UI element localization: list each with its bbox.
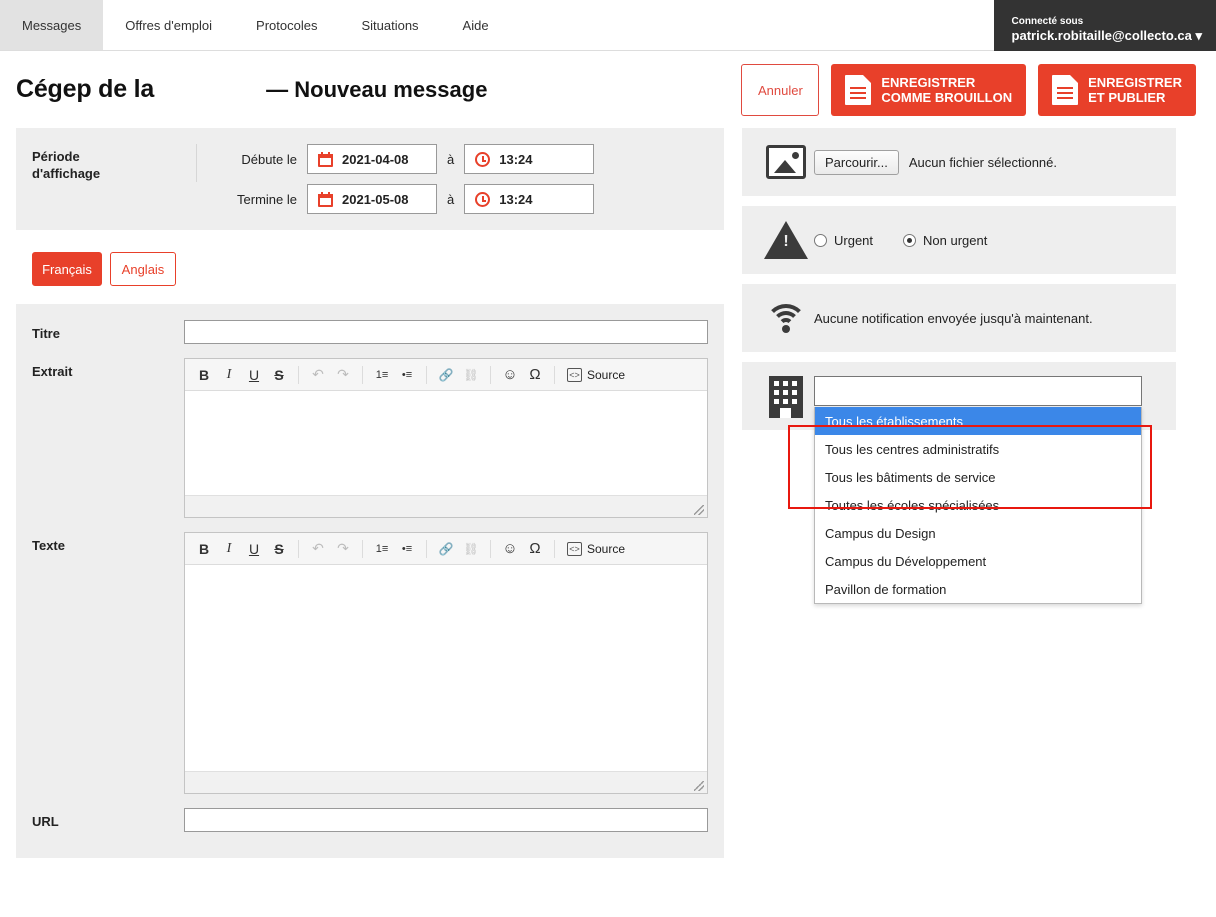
radio-urgent-indicator: [814, 234, 827, 247]
end-time-input[interactable]: [464, 184, 594, 214]
chevron-down-icon: ▾: [1195, 27, 1202, 43]
main-content: [0, 128, 1216, 858]
bold-icon[interactable]: B: [198, 540, 210, 557]
save-draft-label-line2: COMME BROUILLON: [881, 90, 1013, 105]
strikethrough-icon[interactable]: S: [274, 366, 284, 383]
start-date-row: [215, 144, 594, 174]
smiley-icon[interactable]: ☺: [502, 366, 518, 383]
nav-item-label: Offres d'emploi: [125, 17, 213, 33]
nav-item-situations[interactable]: [339, 0, 440, 50]
end-date-row: [215, 184, 594, 214]
language-tabs: [32, 252, 724, 286]
building-icon: [769, 376, 803, 418]
display-period-panel: [16, 128, 724, 230]
source-label: Source: [587, 541, 626, 556]
excerpt-editor-toolbar: [185, 359, 707, 391]
nav-item-aide[interactable]: [441, 0, 511, 50]
top-navigation: [0, 0, 1216, 51]
radio-urgent[interactable]: [814, 233, 873, 248]
calendar-icon: [318, 152, 333, 167]
display-period-label-line2: d'affichage: [32, 166, 101, 181]
ordered-list-icon[interactable]: 1≡: [375, 542, 389, 555]
source-label: Source: [587, 367, 626, 382]
save-publish-label-line1: ENREGISTRER: [1088, 75, 1182, 90]
account-email: patrick.robitaille@collecto.ca: [1011, 27, 1192, 43]
excerpt-editor-body[interactable]: [185, 391, 707, 495]
redo-icon[interactable]: ↷: [337, 366, 349, 382]
source-icon: <>: [567, 542, 582, 556]
source-button[interactable]: [563, 542, 629, 556]
radio-non-urgent-indicator: [903, 234, 916, 247]
left-column: [16, 128, 724, 858]
nav-item-messages[interactable]: [0, 0, 103, 50]
message-form-panel: [16, 304, 724, 858]
end-at-label: à: [447, 191, 455, 207]
source-button[interactable]: [563, 368, 629, 382]
bold-icon[interactable]: B: [198, 366, 210, 383]
file-status-text: Aucun fichier sélectionné.: [908, 154, 1058, 170]
establishments-dropdown: [814, 407, 1142, 604]
italic-icon[interactable]: I: [226, 540, 232, 556]
image-icon-wrap: [758, 145, 814, 179]
dropdown-option-label: Campus du Développement: [825, 553, 987, 569]
browse-file-button[interactable]: [814, 150, 899, 175]
tab-anglais[interactable]: [110, 252, 176, 286]
toolbar-separator: [554, 540, 555, 558]
nav-item-protocoles[interactable]: [234, 0, 339, 50]
excerpt-editor: [184, 358, 708, 518]
dropdown-option-label: Tous les centres administratifs: [825, 441, 1000, 457]
brand-title: Cégep de la: [16, 75, 155, 103]
radio-non-urgent[interactable]: [903, 233, 987, 248]
dropdown-option-campus-du-developpement[interactable]: [815, 547, 1141, 575]
ordered-list-icon[interactable]: 1≡: [375, 368, 389, 381]
save-draft-label-line1: ENREGISTRER: [881, 75, 976, 90]
end-date-value: 2021-05-08: [342, 191, 409, 207]
tab-francais-label: Français: [42, 261, 92, 277]
start-date-value: 2021-04-08: [342, 151, 409, 167]
bullet-list-icon[interactable]: •≡: [401, 542, 413, 555]
dropdown-option-label: Pavillon de formation: [825, 581, 947, 597]
toolbar-separator: [490, 540, 491, 558]
excerpt-row: [32, 358, 708, 518]
undo-icon[interactable]: ↶: [312, 366, 324, 382]
start-date-label: Débute le: [241, 151, 297, 167]
start-at-label: à: [447, 151, 455, 167]
unlink-icon[interactable]: ⛓: [463, 541, 479, 556]
dropdown-option-label: Tous les bâtiments de service: [825, 469, 996, 485]
radio-urgent-label: Urgent: [834, 232, 874, 248]
text-editor-toolbar: [185, 533, 707, 565]
italic-icon[interactable]: I: [226, 366, 232, 382]
urgency-card: [742, 206, 1176, 274]
building-icon-wrap: [758, 376, 814, 418]
toolbar-separator: [298, 366, 299, 384]
save-draft-button[interactable]: [831, 64, 1026, 116]
special-character-icon[interactable]: Ω: [529, 366, 541, 383]
image-icon: [766, 145, 806, 179]
notification-status-text: Aucune notification envoyée jusqu'à maintenant.: [814, 310, 1093, 326]
clock-icon: [475, 192, 490, 207]
bullet-list-icon[interactable]: •≡: [401, 368, 413, 381]
underline-icon[interactable]: U: [248, 366, 260, 383]
nav-item-label: Aide: [462, 17, 489, 33]
header-actions: [741, 64, 1196, 116]
toolbar-separator: [362, 366, 363, 384]
unlink-icon[interactable]: ⛓: [463, 367, 479, 382]
wifi-icon-wrap: [758, 302, 814, 334]
dropdown-option-centres-administratifs[interactable]: [815, 435, 1141, 463]
radio-non-urgent-label: Non urgent: [923, 232, 988, 248]
dropdown-option-label: Tous les établissements: [825, 413, 964, 429]
text-editor: [184, 532, 708, 794]
document-icon: [845, 75, 871, 105]
toolbar-separator: [490, 366, 491, 384]
nav-item-label: Protocoles: [256, 17, 318, 33]
special-character-icon[interactable]: Ω: [529, 540, 541, 557]
toolbar-separator: [426, 540, 427, 558]
image-upload-card: [742, 128, 1176, 196]
link-icon[interactable]: 🔗: [438, 367, 454, 382]
start-time-input[interactable]: [464, 144, 594, 174]
toolbar-separator: [554, 366, 555, 384]
establishments-input[interactable]: [814, 376, 1142, 406]
end-date-input[interactable]: [307, 184, 437, 214]
excerpt-label: Extrait: [32, 364, 73, 379]
nav-item-label: Situations: [361, 17, 419, 33]
establishments-card: [742, 362, 1176, 597]
start-time-value: 13:24: [499, 151, 533, 167]
account-caption: Connecté sous: [1011, 15, 1084, 27]
start-date-input[interactable]: [307, 144, 437, 174]
link-icon[interactable]: 🔗: [438, 541, 454, 556]
display-period-label: [32, 144, 197, 182]
warning-icon: [764, 221, 808, 259]
dropdown-option-batiments-de-service[interactable]: [815, 463, 1141, 491]
text-row: [32, 532, 708, 794]
undo-icon[interactable]: ↶: [312, 540, 324, 556]
save-publish-label-line2: ET PUBLIER: [1088, 90, 1166, 105]
cancel-button[interactable]: [741, 64, 819, 116]
resize-grip-icon[interactable]: [694, 505, 704, 515]
smiley-icon[interactable]: ☺: [502, 540, 518, 557]
account-menu[interactable]: [994, 0, 1216, 51]
browse-file-label: Parcourir...: [825, 154, 888, 170]
redo-icon[interactable]: ↷: [337, 540, 349, 556]
end-date-label: Termine le: [237, 191, 297, 207]
nav-item-offres-emploi[interactable]: [103, 0, 234, 50]
url-label: URL: [32, 814, 59, 829]
warning-icon-wrap: [758, 221, 814, 259]
url-input[interactable]: [184, 808, 708, 832]
excerpt-editor-footer: [185, 495, 707, 517]
clock-icon: [475, 152, 490, 167]
text-editor-footer: [185, 771, 707, 793]
tab-anglais-label: Anglais: [121, 261, 165, 277]
dropdown-option-ecoles-specialisees[interactable]: [815, 491, 1141, 519]
end-time-value: 13:24: [499, 191, 533, 207]
dropdown-option-tous-etablissements[interactable]: [815, 407, 1141, 435]
notification-card: [742, 284, 1176, 352]
title-label: Titre: [32, 326, 60, 341]
text-editor-body[interactable]: [185, 565, 707, 771]
calendar-icon: [318, 192, 333, 207]
dropdown-option-pavillon-de-formation[interactable]: [815, 575, 1141, 603]
document-icon: [1052, 75, 1078, 105]
toolbar-separator: [298, 540, 299, 558]
toolbar-separator: [362, 540, 363, 558]
title-input[interactable]: [184, 320, 708, 344]
display-period-label-line1: Période: [32, 149, 80, 164]
strikethrough-icon[interactable]: S: [274, 540, 284, 557]
underline-icon[interactable]: U: [248, 540, 260, 557]
text-label: Texte: [32, 538, 65, 553]
page-title: — Nouveau message: [266, 76, 488, 102]
dropdown-option-label: Toutes les écoles spécialisées: [825, 497, 1000, 513]
page-header: [0, 51, 1216, 128]
resize-grip-icon[interactable]: [694, 781, 704, 791]
dropdown-option-campus-du-design[interactable]: [815, 519, 1141, 547]
save-publish-button[interactable]: [1038, 64, 1196, 116]
toolbar-separator: [426, 366, 427, 384]
tab-francais[interactable]: [32, 252, 102, 286]
source-icon: <>: [567, 368, 582, 382]
wifi-icon: [764, 302, 808, 334]
establishments-select-wrap: [814, 376, 1160, 597]
dropdown-option-label: Campus du Design: [825, 525, 936, 541]
url-row: [32, 808, 708, 832]
cancel-button-label: Annuler: [757, 82, 803, 98]
title-row: [32, 320, 708, 344]
nav-item-label: Messages: [22, 17, 82, 33]
right-column: [742, 128, 1176, 597]
